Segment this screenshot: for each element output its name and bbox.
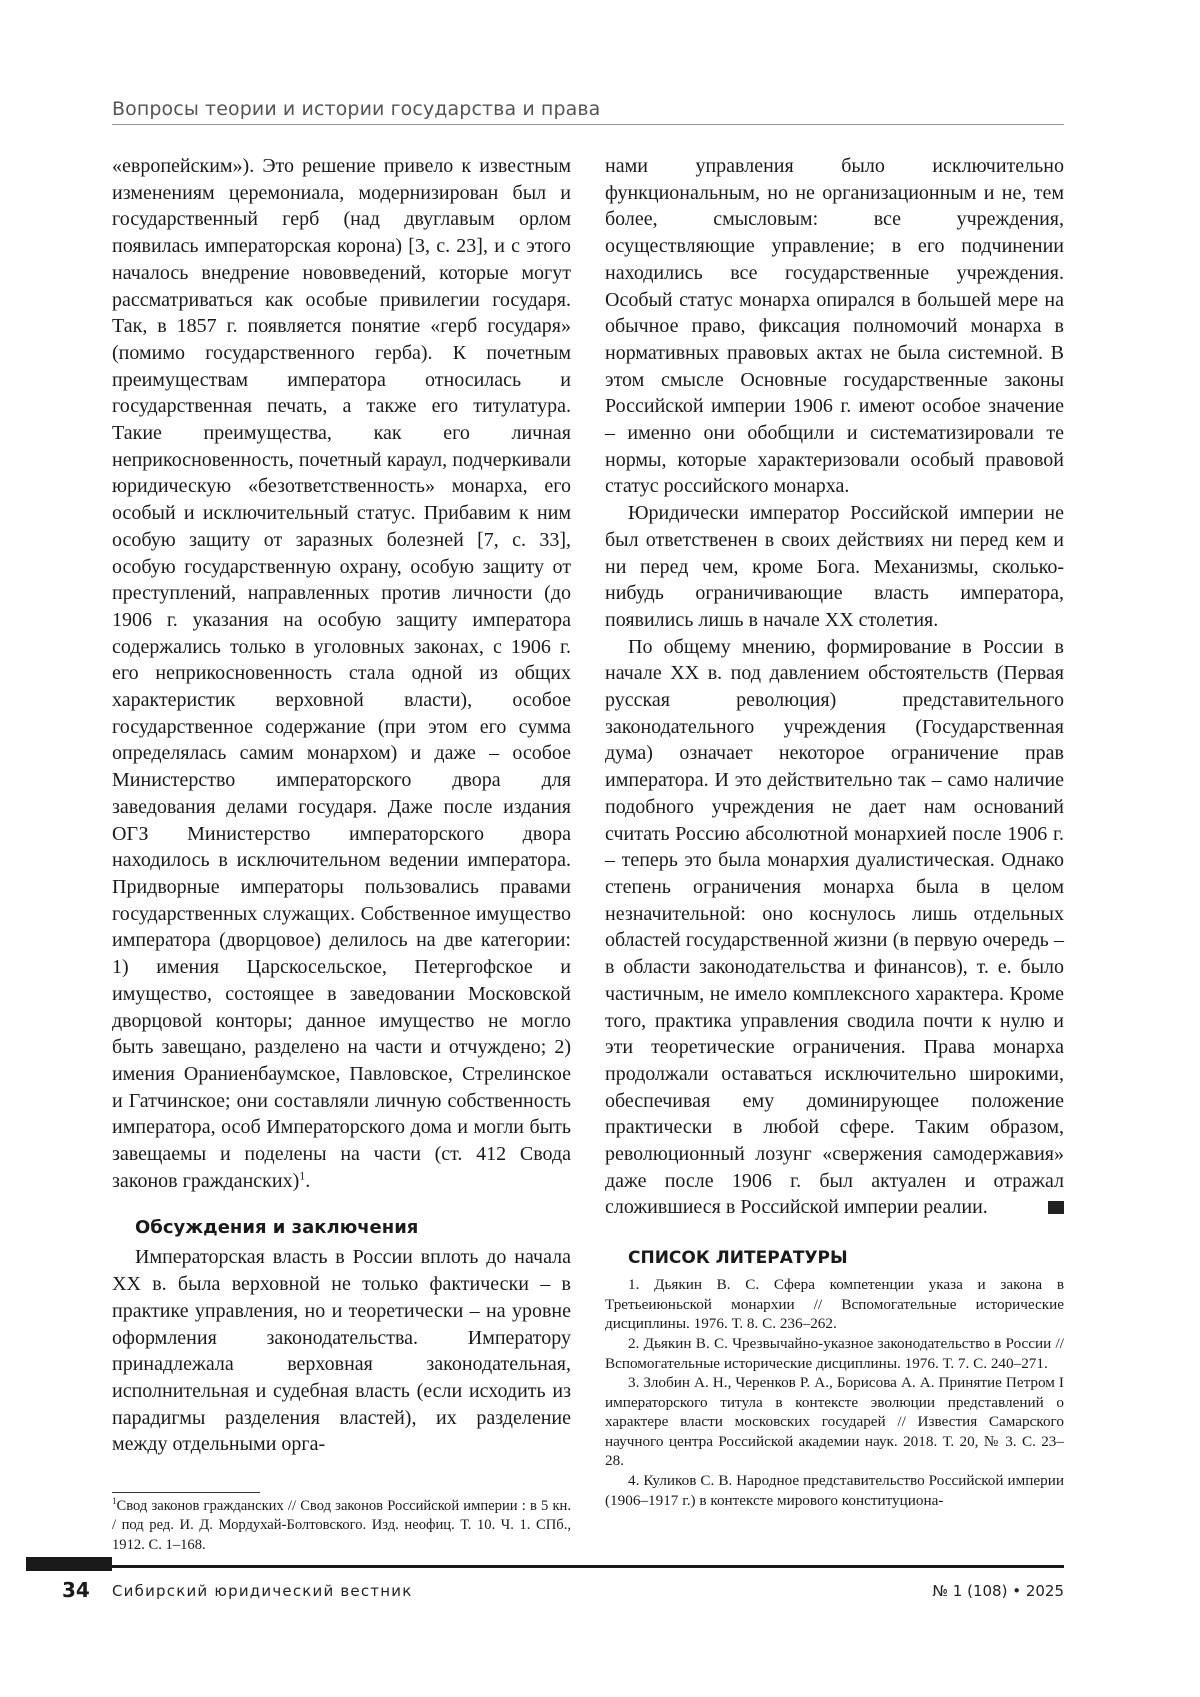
right-column	[605, 153, 1087, 1510]
running-head: Вопросы теории и истории государства и права	[112, 98, 601, 120]
paragraph-text: По общему мнению, формирование в России в начале XX в. под давлением обстоятельств (Первая русская революция) представительного законодательного учреждения (Государственная дума) означает некоторое ограничение прав императора. И это действительно так – само наличие подобного учреждения не дает нам оснований считать Россию абсолютной монархией после 1906 г. – теперь это была монархия дуалистическая. Однако степень ограничения монарха была в целом незначительной: оно коснулось лишь отдельных областей государственной жизни (в первую очередь – в области законодательства и финансов), т. е. было частичным, не имело комплексного характера. Кроме того, практика управления сводила почти к нулю и эти теоретические ограничения. Права монарха продолжали оставаться исключительно широкими, обеспечивая ему доминирующее положение практически в любой сфере. Таким образом, революционный лозунг «свержения самодержавия» даже после 1906 г. был актуален и отражал сложившиеся в Российской империи реалии.	[605, 635, 1064, 1219]
left-column	[112, 153, 571, 1458]
paragraph	[112, 153, 571, 1194]
paragraph: нами управления было исключительно функциональным, но не организационным и не, тем более, смысловым: все учреждения, осуществляющие управление; в его подчинении находились все государственные учреждения. Особый статус монарха опирался в большей мере на обычное право, фиксация полномочий монарха в нормативных правовых актах не была системной. В этом смысле Основные государственные законы Российской империи 1906 г. имеют особое значение – именно они обобщили и систематизировали те нормы, которые характеризовали особый правовой статус российского монарха.	[605, 155, 1064, 498]
footnote-reference[interactable]: 1	[299, 1168, 306, 1183]
reference-item: 3. Злобин А. Н., Черенков Р. А., Борисова А. А. Принятие Петром I императорского титула в контексте эволюции представлений о характере власти московских государей // Известия Самарского научного центра Российской академии наук. 2018. Т. 20, № 3. С. 23–28.	[605, 1374, 1064, 1470]
issue-number: № 1 (108) • 2025	[932, 1582, 1064, 1600]
section-heading: Обсуждения и заключения	[135, 1217, 419, 1239]
reference-item: 4. Куликов С. В. Народное представительство Российской империи (1906–1917 г.) в контексте мирового конституциона-	[605, 1472, 1064, 1509]
footer-accent-bar	[26, 1557, 112, 1571]
article-end-icon: ꙮꙮ	[1048, 1201, 1064, 1214]
page-number: 34	[62, 1578, 90, 1602]
references-heading: СПИСОК ЛИТЕРАТУРЫ	[628, 1248, 848, 1269]
paragraph-end: .	[305, 1169, 311, 1192]
references-list	[605, 1275, 1064, 1510]
footnote-divider	[112, 1492, 260, 1493]
paragraph: Юридически император Российской империи не был ответственен в своих действиях ни перед кем и ни перед чем, кроме Бога. Механизмы, сколько-нибудь ограничивающие власть императора, появились лишь в начале XX столетия.	[605, 502, 1064, 631]
footnote-mark: 1	[112, 1496, 117, 1507]
paragraph-text: «европейским»). Это решение привело к известным изменениям церемониала, модернизирован был и государственный герб (над двуглавым орлом появилась императорская корона) [3, с. 23], и с этого началось внедрение нововведений, которые могут рассматриваться как особые привилегии государя. Так, в 1857 г. появляется понятие «герб государя» (помимо государственного герба). К почетным преимуществам императора относилась и государственная печать, а также его титулатура. Такие преимущества, как его личная неприкосновенность, почетный караул, подчеркивали юридическую «безответственность» монарха, его особый и исключительный статус. Прибавим к ним особую защиту от заразных болезней [7, с. 33], особую государственную охрану, особую защиту от преступлений, направленных против личности (до 1906 г. указания на особую защиту императора содержались только в уголовных законах, с 1906 г. его неприкосновенность стала одной из общих характеристик верховной власти), особое государственное содержание (при этом его сумма определялась самим монархом) и даже – особое Министерство императорского двора для заведования делами государя. Даже после издания ОГЗ Министерство императорского двора находилось в исключительном ведении императора. Придворные императоры пользовались правами государственных служащих. Собственное имущество императора (дворцовое) делилось на две категории: 1) имения Царскосельское, Петергофское и имущество, состоящее в заведовании Московской дворцовой конторы; данное имущество не могло быть завещано, разделено на части и отчуждено; 2) имения Ораниенбаумское, Павловское, Стрелинское и Гатчинское; они составляли личную собственность императора, особ Императорского дома и могли быть завещаемы и поделены на части (ст. 412 Свода законов гражданских)	[112, 155, 571, 1192]
reference-item: 2. Дьякин В. С. Чрезвычайно-указное законодательство в России // Вспомогательные исторические дисциплины. 1976. Т. 7. С. 240–271.	[605, 1334, 1064, 1372]
footnote	[112, 1497, 571, 1555]
paragraph: Императорская власть в России вплоть до начала XX в. была верховной не только фактически – в практике управления, но и теоретически – на уровне оформления законодательства. Императору принадлежала верховная законодательная, исполнительная и судебная власть (если исходить из парадигмы разделения властей), их разделение между отдельными орга-	[112, 1246, 571, 1456]
reference-item: 1. Дьякин В. С. Сфера компетенции указа и закона в Третьеиюньской монархии // Вспомогательные исторические дисциплины. 1976. Т. 8. С. 236–262.	[605, 1276, 1064, 1333]
journal-name: Сибирский юридический вестник	[112, 1582, 413, 1600]
footer-divider	[112, 1565, 1064, 1568]
header-divider	[112, 124, 1064, 125]
paragraph-last	[605, 634, 1087, 1221]
footnote-text: Свод законов гражданских // Свод законов Российской империи : в 5 кн. / под ред. И. Д. Мордухай-Болтовского. Изд. неофиц. Т. 10. Ч. 1. СПб., 1912. С. 1–168.	[112, 1498, 571, 1553]
